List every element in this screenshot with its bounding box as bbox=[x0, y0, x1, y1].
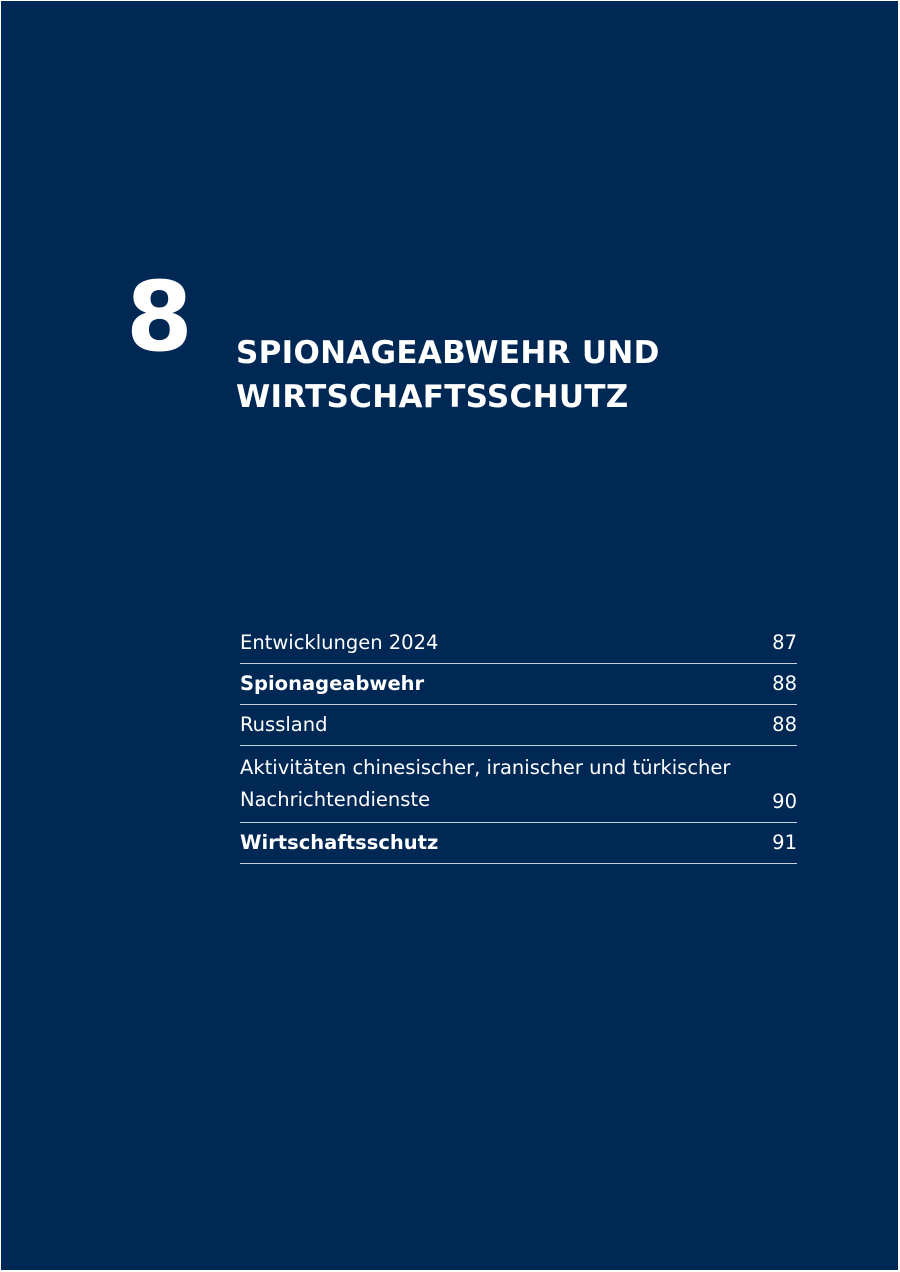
toc-entry-label: Spionageabwehr bbox=[240, 672, 425, 695]
toc-entry-wirtschaftsschutz[interactable] bbox=[240, 823, 797, 864]
toc-entry-russland[interactable] bbox=[240, 705, 797, 746]
chapter-divider-page bbox=[1, 1, 898, 1270]
toc-entry-page-number: 87 bbox=[772, 631, 797, 654]
toc-entry-nachrichtendienste[interactable] bbox=[240, 746, 797, 823]
toc-entry-label: Russland bbox=[240, 713, 328, 736]
toc-entry-label: Entwicklungen 2024 bbox=[240, 631, 439, 654]
toc-entry-label: Wirtschaftsschutz bbox=[240, 831, 439, 854]
chapter-title-line-2: WIRTSCHAFTSSCHUTZ bbox=[236, 379, 629, 415]
toc-entry-page-number: 90 bbox=[772, 790, 797, 813]
chapter-title bbox=[236, 331, 796, 419]
toc-entry-entwicklungen[interactable] bbox=[240, 623, 797, 664]
chapter-number: 8 bbox=[126, 261, 192, 373]
toc-entry-label: Aktivitäten chinesischer, iranischer und türkischer Nachrichtendienste bbox=[240, 756, 731, 811]
toc-entry-page-number: 88 bbox=[772, 672, 797, 695]
table-of-contents bbox=[240, 623, 797, 864]
toc-entry-spionageabwehr[interactable] bbox=[240, 664, 797, 705]
chapter-title-line-1: SPIONAGEABWEHR UND bbox=[236, 335, 660, 371]
toc-entry-page-number: 88 bbox=[772, 713, 797, 736]
toc-entry-page-number: 91 bbox=[772, 831, 797, 854]
